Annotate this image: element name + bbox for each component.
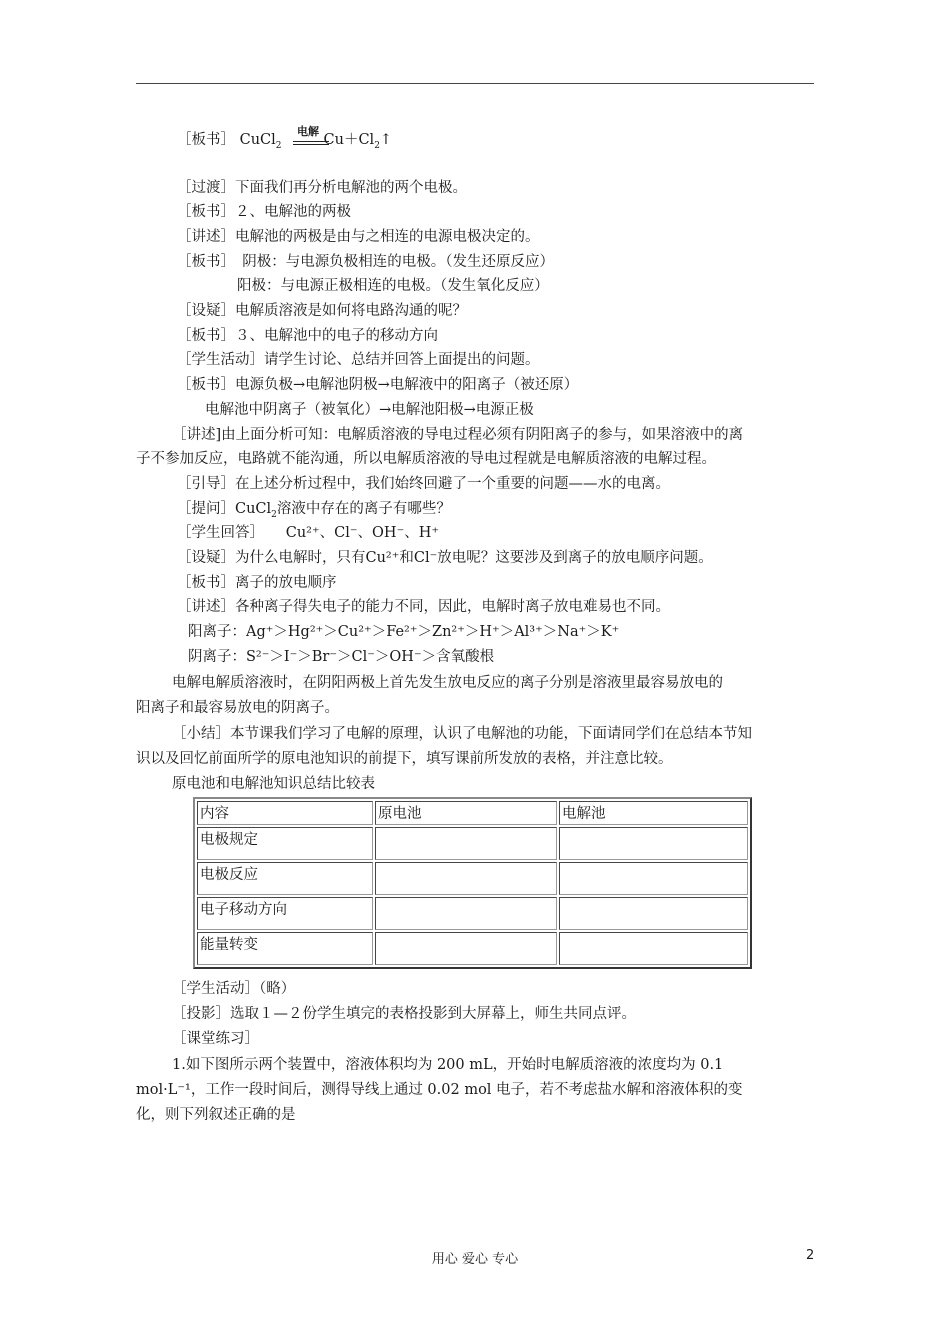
line-23: ［小结］本节课我们学习了电解的原理，认识了电解池的功能，下面请同学们在总结本节知 — [172, 726, 752, 742]
table-cell: 电极反应 — [197, 862, 373, 895]
line-26: ［学生活动］（略） — [172, 981, 296, 997]
table-header-row — [197, 801, 748, 825]
line-19: 阳离子：Ag⁺＞Hg²⁺＞Cu²⁺＞Fe²⁺＞Zn²⁺＞H⁺＞Al³⁺＞Na⁺＞K⁺ — [188, 624, 620, 640]
gas-arrow: ↑ — [379, 132, 393, 148]
line-27: ［投影］选取１—２份学生填完的表格投影到大屏幕上，师生共同点评。 — [172, 1006, 636, 1022]
table-cell — [559, 897, 748, 930]
footer-text: 用心 爱心 专心 — [431, 1252, 519, 1267]
line-10: 电解池中阴离子（被氧化）→电解池阳极→电源正极 — [205, 402, 534, 418]
table-header-cell: 内容 — [197, 801, 373, 825]
line-11: ［讲述]由上面分析可知：电解质溶液的导电过程必须有阴阳离子的参与，如果溶液中的离 — [172, 427, 744, 443]
table-cell: 电极规定 — [197, 827, 373, 860]
eq-lhs-sub: 2 — [275, 140, 282, 151]
line-22: 阳离子和最容易放电的阴离子。 — [136, 700, 339, 716]
table-row — [197, 897, 748, 930]
line-3: ［讲述］电解池的两极是由与之相连的电源电极决定的。 — [177, 229, 540, 245]
comparison-table — [193, 797, 752, 969]
eq-rhs: Cu＋Cl — [323, 132, 375, 148]
line-9: ［板书］电源负极→电解池阴极→电解液中的阳离子（被还原） — [177, 377, 579, 393]
line-21: 电解电解质溶液时，在阴阳两极上首先发生放电反应的离子分别是溶液里最容易放电的 — [172, 675, 723, 691]
table-cell — [375, 897, 557, 930]
line-1: ［过渡］下面我们再分析电解池的两个电极。 — [177, 180, 467, 196]
line-14a: ［提问］CuCl — [177, 501, 272, 517]
eq-condition: 电解 — [297, 125, 319, 138]
table-header-cell: 原电池 — [375, 801, 557, 825]
line-8: ［学生活动］请学生讨论、总结并回答上面提出的问题。 — [177, 352, 540, 368]
eq-rhs-sub: 2 — [374, 140, 380, 151]
line-15: ［学生回答］ Cu²⁺、Cl⁻、OH⁻、H⁺ — [177, 525, 440, 541]
line-14-sub: 2 — [271, 509, 277, 520]
table-cell — [375, 932, 557, 965]
line-17: ［板书］离子的放电顺序 — [177, 575, 337, 591]
table-cell — [375, 827, 557, 860]
table-cell — [559, 862, 748, 895]
eq-double-bar — [293, 141, 329, 145]
header-rule — [136, 83, 814, 84]
page-number: 2 — [806, 1248, 815, 1263]
line-7: ［板书］３、电解池中的电子的移动方向 — [177, 328, 438, 344]
line-14b: 溶液中存在的离子有哪些？ — [276, 501, 451, 517]
table-cell — [375, 862, 557, 895]
line-14 — [177, 499, 451, 519]
line-2: ［板书］２、电解池的两极 — [177, 204, 351, 220]
line-28: ［课堂练习］ — [172, 1031, 259, 1047]
line-16: ［设疑］为什么电解时，只有Cu²⁺和Cl⁻放电呢？这要涉及到离子的放电顺序问题。 — [177, 550, 713, 566]
line-29: 1.如下图所示两个装置中，溶液体积均为 200 mL，开始时电解质溶液的浓度均为 0.1 — [172, 1057, 724, 1073]
line-31: 化，则下列叙述正确的是 — [136, 1107, 296, 1123]
line-6: ［设疑］电解质溶液是如何将电路沟通的呢？ — [177, 303, 467, 319]
line-24: 识以及回忆前面所学的原电池知识的前提下，填写课前所发放的表格，并注意比较。 — [136, 751, 673, 767]
line-12: 子不参加反应，电路就不能沟通，所以电解质溶液的导电过程就是电解质溶液的电解过程。 — [136, 451, 716, 467]
line-4: ［板书］ 阴极：与电源负极相连的电极。（发生还原反应） — [177, 254, 554, 270]
table-cell: 电子移动方向 — [197, 897, 373, 930]
table-cell — [559, 827, 748, 860]
table-row — [197, 827, 748, 860]
line-18: ［讲述］各种离子得失电子的能力不同，因此，电解时离子放电难易也不同。 — [177, 599, 670, 615]
eq-tag: ［板书］ — [177, 132, 235, 148]
line-13: ［引导］在上述分析过程中，我们始终回避了一个重要的问题——水的电离。 — [177, 476, 670, 492]
table-cell: 能量转变 — [197, 932, 373, 965]
table-cell — [559, 932, 748, 965]
eq-lhs: CuCl — [239, 132, 276, 148]
line-5: 阳极：与电源正极相连的电极。（发生氧化反应） — [237, 278, 549, 294]
line-20: 阴离子：S²⁻＞I⁻＞Br⁻＞Cl⁻＞OH⁻＞含氧酸根 — [188, 649, 495, 665]
line-30: mol·L⁻¹，工作一段时间后，测得导线上通过 0.02 mol 电子，若不考虑盐水解和溶液体积的变 — [136, 1082, 743, 1098]
table-row — [197, 932, 748, 965]
table-row — [197, 862, 748, 895]
table-header-cell: 电解池 — [559, 801, 748, 825]
line-25: 原电池和电解池知识总结比较表 — [172, 776, 375, 792]
equation-line — [177, 128, 392, 149]
